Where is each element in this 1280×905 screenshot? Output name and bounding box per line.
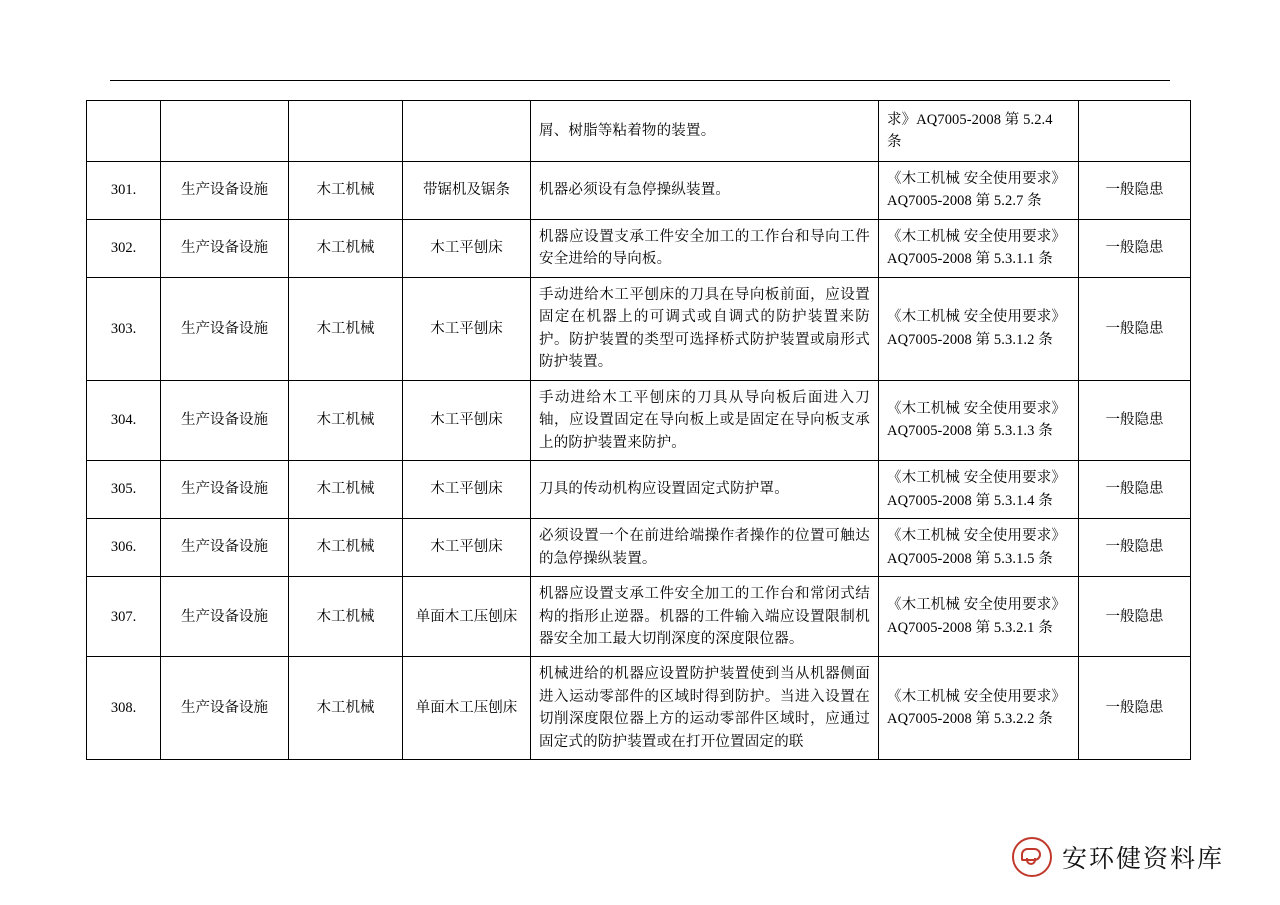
row-item: 木工平刨床 bbox=[403, 219, 531, 277]
hazard-checklist-table bbox=[86, 100, 1191, 760]
row-basis: 求》AQ7005-2008 第 5.2.4 条 bbox=[879, 101, 1079, 162]
row-basis: 《木工机械 安全使用要求》AQ7005-2008 第 5.3.1.1 条 bbox=[879, 219, 1079, 277]
row-number: 307. bbox=[87, 577, 161, 657]
row-basis: 《木工机械 安全使用要求》AQ7005-2008 第 5.3.1.2 条 bbox=[879, 277, 1079, 380]
row-level: 一般隐患 bbox=[1079, 577, 1191, 657]
table-row bbox=[87, 461, 1191, 519]
table-row bbox=[87, 519, 1191, 577]
row-basis: 《木工机械 安全使用要求》AQ7005-2008 第 5.3.1.4 条 bbox=[879, 461, 1079, 519]
row-level bbox=[1079, 101, 1191, 162]
table-row bbox=[87, 219, 1191, 277]
row-number: 308. bbox=[87, 657, 161, 760]
table-row bbox=[87, 277, 1191, 380]
row-level: 一般隐患 bbox=[1079, 277, 1191, 380]
table-row bbox=[87, 380, 1191, 460]
row-description: 机器必须设有急停操纵装置。 bbox=[531, 162, 879, 220]
header-divider bbox=[110, 80, 1170, 81]
row-basis: 《木工机械 安全使用要求》AQ7005-2008 第 5.3.2.2 条 bbox=[879, 657, 1079, 760]
row-category: 生产设备设施 bbox=[161, 277, 289, 380]
row-description: 手动进给木工平刨床的刀具在导向板前面，应设置固定在机器上的可调式或自调式的防护装置来防护。防护装置的类型可选择桥式防护装置或扇形式防护装置。 bbox=[531, 277, 879, 380]
row-category: 生产设备设施 bbox=[161, 657, 289, 760]
wechat-account-icon bbox=[1012, 837, 1052, 877]
row-level: 一般隐患 bbox=[1079, 519, 1191, 577]
row-category: 生产设备设施 bbox=[161, 162, 289, 220]
row-item: 木工平刨床 bbox=[403, 277, 531, 380]
row-category: 生产设备设施 bbox=[161, 219, 289, 277]
row-description: 屑、树脂等粘着物的装置。 bbox=[531, 101, 879, 162]
row-subcategory: 木工机械 bbox=[289, 577, 403, 657]
row-item: 木工平刨床 bbox=[403, 380, 531, 460]
row-category: 生产设备设施 bbox=[161, 380, 289, 460]
row-number: 301. bbox=[87, 162, 161, 220]
row-number: 305. bbox=[87, 461, 161, 519]
row-basis: 《木工机械 安全使用要求》AQ7005-2008 第 5.3.1.5 条 bbox=[879, 519, 1079, 577]
row-description: 刀具的传动机构应设置固定式防护罩。 bbox=[531, 461, 879, 519]
watermark-logo bbox=[1012, 837, 1224, 877]
row-item: 木工平刨床 bbox=[403, 519, 531, 577]
row-basis: 《木工机械 安全使用要求》AQ7005-2008 第 5.3.2.1 条 bbox=[879, 577, 1079, 657]
row-number: 303. bbox=[87, 277, 161, 380]
row-item: 单面木工压刨床 bbox=[403, 577, 531, 657]
table-row bbox=[87, 577, 1191, 657]
watermark-label: 安环健资料库 bbox=[1061, 846, 1224, 873]
row-item bbox=[403, 101, 531, 162]
row-category: 生产设备设施 bbox=[161, 519, 289, 577]
row-subcategory: 木工机械 bbox=[289, 461, 403, 519]
row-item: 带锯机及锯条 bbox=[403, 162, 531, 220]
row-subcategory: 木工机械 bbox=[289, 519, 403, 577]
row-category: 生产设备设施 bbox=[161, 577, 289, 657]
row-basis: 《木工机械 安全使用要求》AQ7005-2008 第 5.3.1.3 条 bbox=[879, 380, 1079, 460]
row-number: 302. bbox=[87, 219, 161, 277]
row-subcategory: 木工机械 bbox=[289, 277, 403, 380]
row-item: 木工平刨床 bbox=[403, 461, 531, 519]
row-subcategory: 木工机械 bbox=[289, 380, 403, 460]
table-row bbox=[87, 101, 1191, 162]
row-basis: 《木工机械 安全使用要求》AQ7005-2008 第 5.2.7 条 bbox=[879, 162, 1079, 220]
row-level: 一般隐患 bbox=[1079, 219, 1191, 277]
row-description: 必须设置一个在前进给端操作者操作的位置可触达的急停操纵装置。 bbox=[531, 519, 879, 577]
hazard-checklist-table-container bbox=[86, 100, 1190, 760]
row-subcategory bbox=[289, 101, 403, 162]
table-row bbox=[87, 657, 1191, 760]
row-subcategory: 木工机械 bbox=[289, 219, 403, 277]
row-item: 单面木工压刨床 bbox=[403, 657, 531, 760]
row-number bbox=[87, 101, 161, 162]
row-category bbox=[161, 101, 289, 162]
row-subcategory: 木工机械 bbox=[289, 657, 403, 760]
table-row bbox=[87, 162, 1191, 220]
row-description: 机械进给的机器应设置防护装置使到当从机器侧面进入运动零部件的区域时得到防护。当进入设置在切削深度限位器上方的运动零部件区域时，应通过固定式的防护装置或在打开位置固定的联 bbox=[531, 657, 879, 760]
row-description: 机器应设置支承工件安全加工的工作台和导向工件安全进给的导向板。 bbox=[531, 219, 879, 277]
row-level: 一般隐患 bbox=[1079, 657, 1191, 760]
row-level: 一般隐患 bbox=[1079, 380, 1191, 460]
row-level: 一般隐患 bbox=[1079, 461, 1191, 519]
row-number: 306. bbox=[87, 519, 161, 577]
row-subcategory: 木工机械 bbox=[289, 162, 403, 220]
row-level: 一般隐患 bbox=[1079, 162, 1191, 220]
row-description: 手动进给木工平刨床的刀具从导向板后面进入刀轴，应设置固定在导向板上或是固定在导向板支承上的防护装置来防护。 bbox=[531, 380, 879, 460]
row-description: 机器应设置支承工件安全加工的工作台和常闭式结构的指形止逆器。机器的工件输入端应设置限制机器安全加工最大切削深度的深度限位器。 bbox=[531, 577, 879, 657]
row-category: 生产设备设施 bbox=[161, 461, 289, 519]
row-number: 304. bbox=[87, 380, 161, 460]
